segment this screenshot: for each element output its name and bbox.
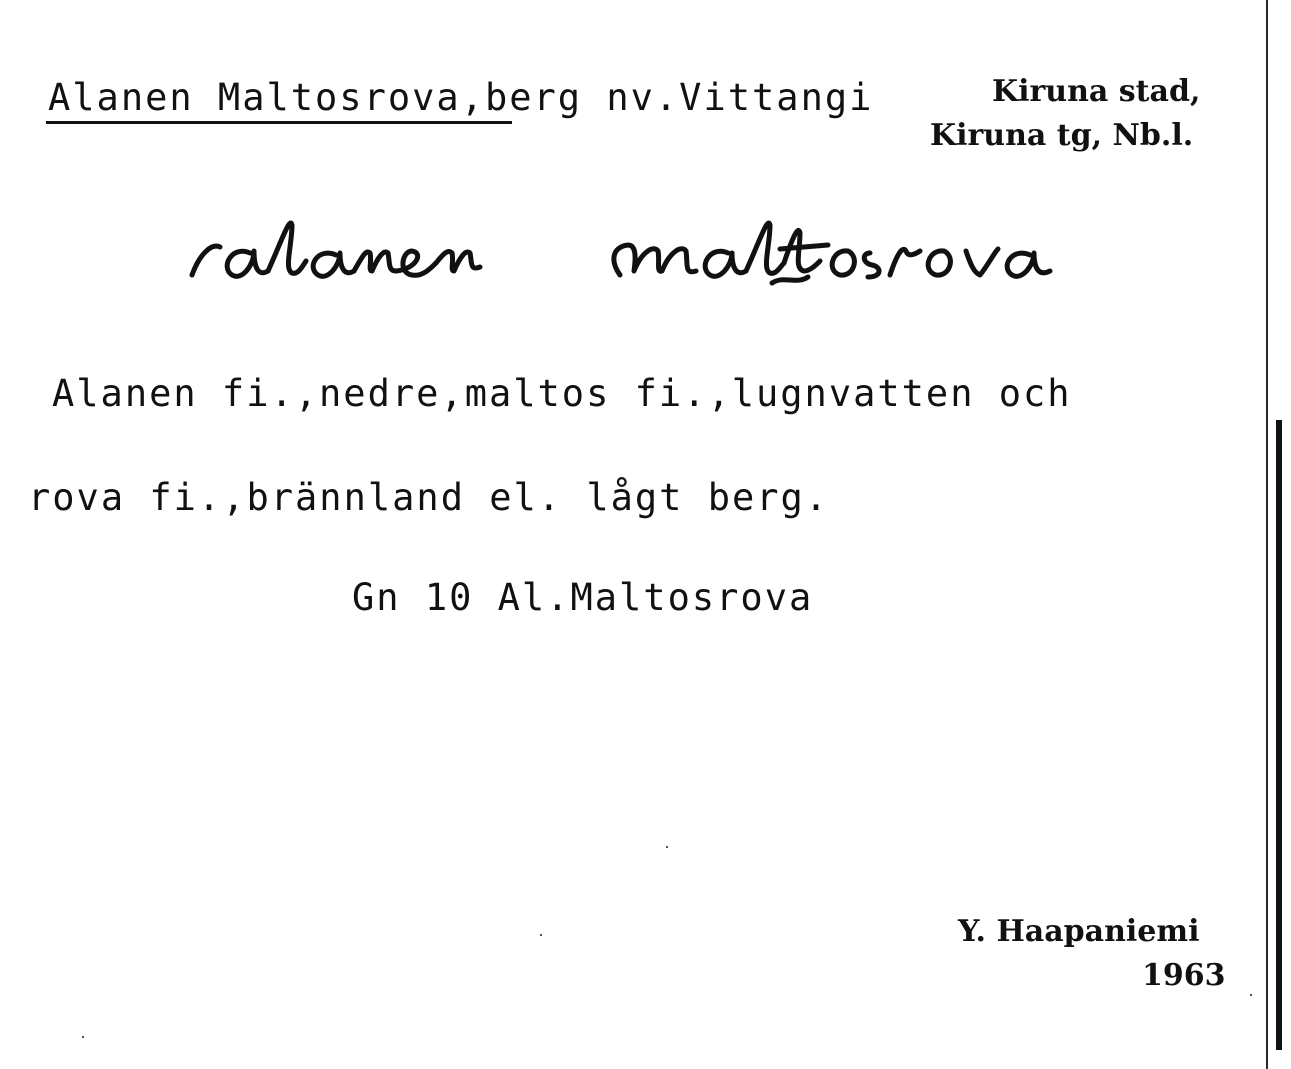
scan-speck: [666, 846, 668, 848]
place-description: ,berg nv.Vittangi: [460, 76, 874, 119]
scan-speck: [540, 934, 542, 936]
source-reference: Gn 10 Al.Maltosrova: [352, 576, 814, 619]
district-stamp: Kiruna tg, Nb.l.: [930, 118, 1194, 153]
etymology-line-2: rova fi.,brännland el. lågt berg.: [28, 476, 830, 519]
card-edge-shadow: [1276, 420, 1282, 1050]
headword: Alanen Maltosrova: [48, 76, 461, 119]
scan-speck: [1250, 994, 1252, 996]
etymology-line-1: Alanen fi.,nedre,maltos fi.,lugnvatten och: [52, 372, 1072, 415]
handwritten-pronunciation: [180, 205, 1190, 315]
scan-speck: [82, 1036, 84, 1038]
headword-underline: [46, 121, 512, 124]
header-line: [48, 76, 873, 119]
parish-stamp: Kiruna stad,: [992, 74, 1201, 109]
collector-name: Y. Haapaniemi: [958, 914, 1200, 949]
card-edge-line: [1266, 0, 1268, 1069]
collection-year: 1963: [1142, 958, 1226, 993]
